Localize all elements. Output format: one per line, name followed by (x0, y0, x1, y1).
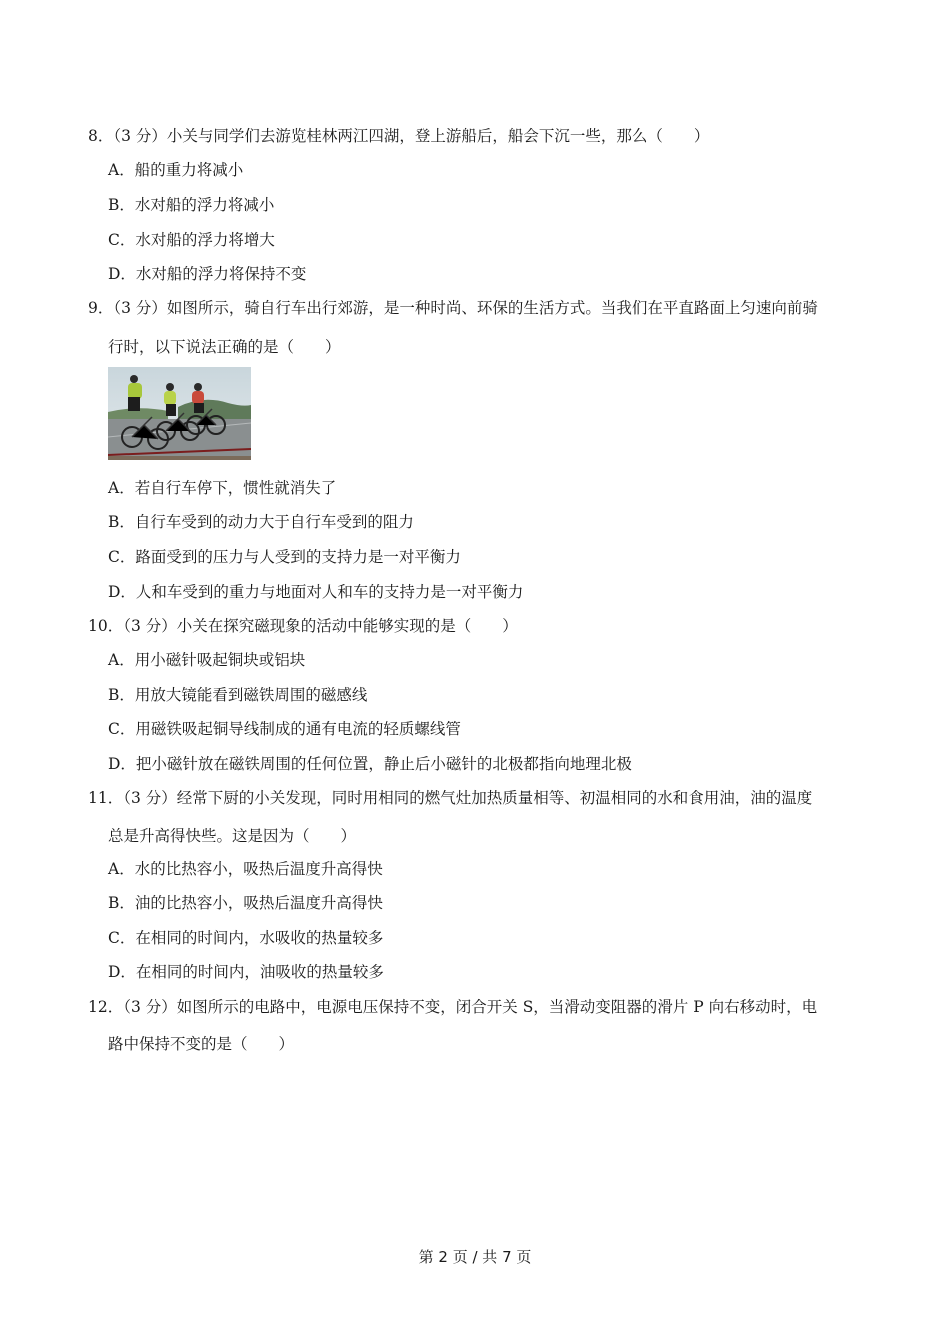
question-12-stem-line-2: 路中保持不变的是（ ） (108, 1035, 295, 1053)
question-9-option-b: B．自行车受到的动力大于自行车受到的阻力 (108, 513, 414, 531)
question-8-option-b: B．水对船的浮力将减小 (108, 196, 275, 214)
question-10-option-a: A．用小磁针吸起铜块或铝块 (108, 651, 306, 669)
question-9-option-a: A．若自行车停下，惯性就消失了 (108, 479, 337, 497)
question-8-option-a: A．船的重力将减小 (108, 161, 244, 179)
question-11-stem-line-1: 11．（3 分）经常下厨的小关发现，同时用相同的燃气灶加热质量相等、初温相同的水和食用油，油的温度 (88, 789, 813, 807)
cyclists-photo (108, 367, 251, 460)
question-9-option-d: D．人和车受到的重力与地面对人和车的支持力是一对平衡力 (108, 583, 524, 601)
question-10-stem: 10．（3 分）小关在探究磁现象的活动中能够实现的是（ ） (88, 617, 518, 635)
question-11-stem-line-2: 总是升高得快些。这是因为（ ） (108, 827, 357, 845)
question-9-stem-line-2: 行时，以下说法正确的是（ ） (108, 338, 341, 356)
question-12-stem-line-1: 12．（3 分）如图所示的电路中，电源电压保持不变，闭合开关 S，当滑动变阻器的滑片 P 向右移动时，电 (88, 998, 818, 1016)
question-8-stem: 8．（3 分）小关与同学们去游览桂林两江四湖，登上游船后，船会下沉一些，那么（ ） (88, 127, 710, 145)
question-11-option-b: B．油的比热容小，吸热后温度升高得快 (108, 894, 383, 912)
question-11-option-a: A．水的比热容小，吸热后温度升高得快 (108, 860, 383, 878)
question-10-option-b: B．用放大镜能看到磁铁周围的磁感线 (108, 686, 368, 704)
question-11-option-c: C．在相同的时间内，水吸收的热量较多 (108, 929, 384, 947)
question-10-option-d: D．把小磁针放在磁铁周围的任何位置，静止后小磁针的北极都指向地理北极 (108, 755, 632, 773)
page-number-footer: 第 2 页 / 共 7 页 (418, 1248, 532, 1266)
question-10-option-c: C．用磁铁吸起铜导线制成的通有电流的轻质螺线管 (108, 720, 461, 738)
question-8-option-c: C．水对船的浮力将增大 (108, 231, 275, 249)
question-8-option-d: D．水对船的浮力将保持不变 (108, 265, 307, 283)
question-9-stem-line-1: 9．（3 分）如图所示，骑自行车出行郊游，是一种时尚、环保的生活方式。当我们在平直路面上匀速向前骑 (88, 299, 818, 317)
question-11-option-d: D．在相同的时间内，油吸收的热量较多 (108, 963, 384, 981)
question-9-option-c: C．路面受到的压力与人受到的支持力是一对平衡力 (108, 548, 461, 566)
